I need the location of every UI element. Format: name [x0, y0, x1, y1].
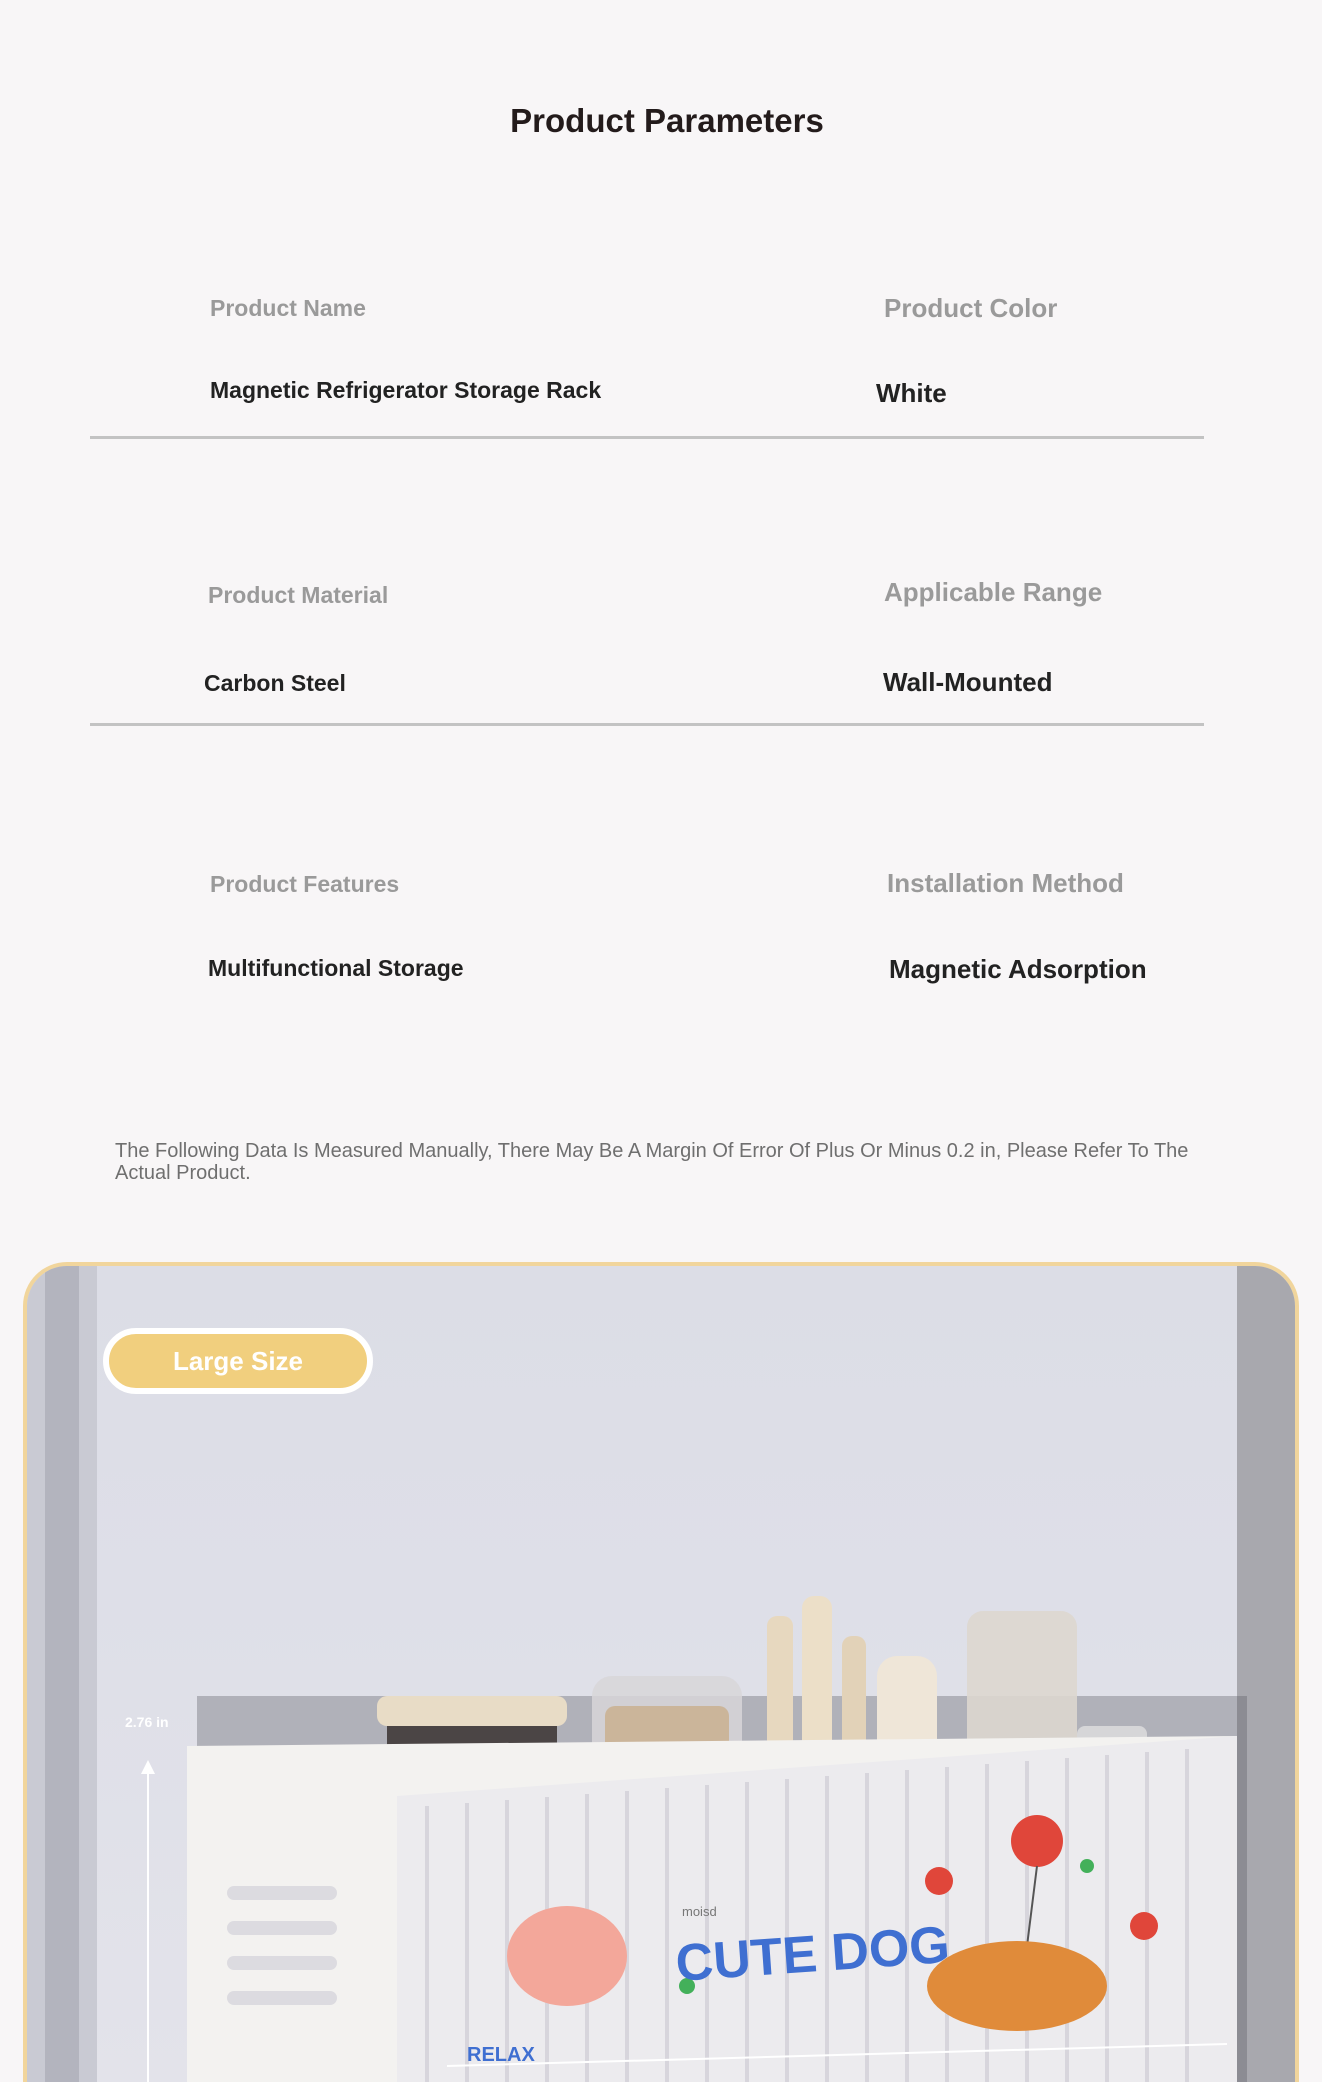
brand-mark: moisd [682, 1904, 717, 1919]
applicable-range-label: Applicable Range [884, 577, 1103, 607]
product-features-value: Multifunctional Storage [208, 955, 464, 981]
product-name-value: Magnetic Refrigerator Storage Rack [210, 377, 602, 403]
product-material-value: Carbon Steel [204, 670, 346, 696]
size-badge: Large Size [103, 1328, 373, 1394]
measurement-note: The Following Data Is Measured Manually, There May Be A Margin Of Error Of Plus Or Minus 0.2 in, Please Refer To The Actual Product. [115, 1140, 1189, 1184]
product-color-label: Product Color [884, 293, 1058, 323]
page-title: Product Parameters [510, 102, 824, 139]
divider [90, 436, 1204, 439]
product-name-label: Product Name [210, 295, 366, 321]
product-photo [23, 1262, 1299, 2082]
divider [90, 723, 1204, 726]
installation-method-value: Magnetic Adsorption [889, 954, 1147, 984]
print-text: CUTE DOG [673, 1915, 952, 1993]
applicable-range-value: Wall-Mounted [883, 667, 1053, 697]
print-small-text: RELAX [467, 2044, 535, 2066]
dimension-label: 2.76 in [125, 1714, 169, 1730]
product-color-value: White [876, 378, 947, 408]
product-features-label: Product Features [210, 871, 400, 897]
product-material-label: Product Material [208, 582, 389, 608]
installation-method-label: Installation Method [887, 868, 1124, 898]
